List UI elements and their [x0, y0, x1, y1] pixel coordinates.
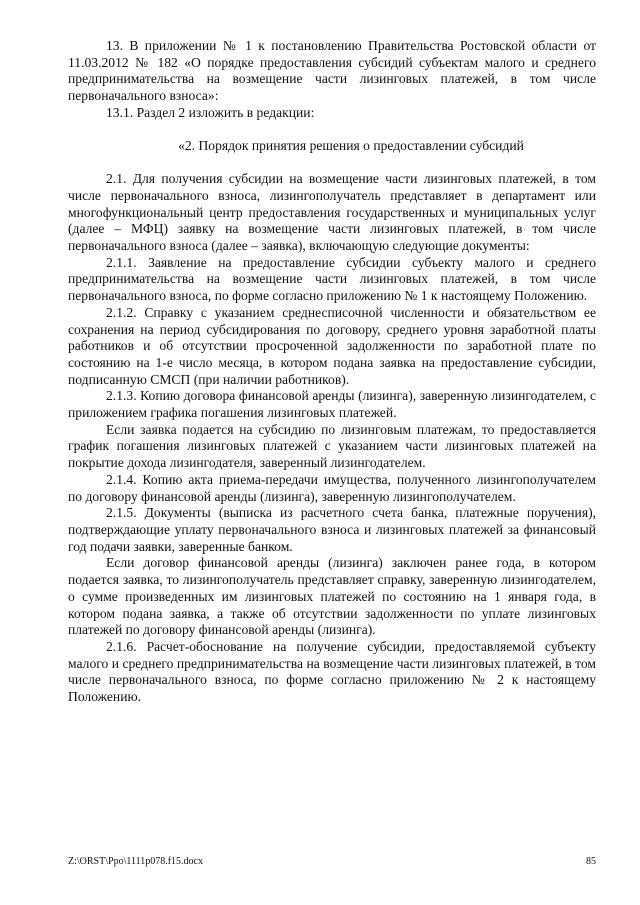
footer-file-path: Z:\ORST\Ppo\1111p078.f15.docx	[68, 856, 203, 867]
body-paragraph-2-1-4: 2.1.4. Копию акта приема-передачи имущества, полученного лизингополучателем по договору финансовой аренды (лизинга), заверенную лизингополучателем.	[68, 471, 596, 504]
body-paragraph-2-1-5: 2.1.5. Документы (выписка из расчетного счета банка, платежные поручения), подтверждающие уплату первоначального взноса и лизинговых платежей за финансовый год подачи заявки, заверенные банком.	[68, 505, 596, 554]
intro-paragraph-13: 13. В приложении № 1 к постановлению Правительства Ростовской области от 11.03.2012 № 182 «О порядке предоставления субсидий субъектам малого и среднего предпринимательства на возмещение части лизинговых платежей, в том числе первоначального взноса»:	[68, 38, 596, 104]
body-paragraph-2-1: 2.1. Для получения субсидии на возмещение части лизинговых платежей, в том числе первоначального взноса, лизингополучатель представляет в департамент или многофункциональный центр предоставления государственных и муниципальных услуг (далее – МФЦ) заявку на возмещение части лизинговых платежей, в том числе первоначального взноса (далее – заявка), включающую следующие документы:	[68, 171, 596, 254]
section-heading: «2. Порядок принятия решения о предоставлении субсидий	[178, 137, 524, 153]
footer-page-number: 85	[586, 856, 596, 867]
body-paragraph-2-1-2: 2.1.2. Справку с указанием среднесписочной численности и обязательством ее сохранения на период субсидирования по договору, среднего уровня заработной платы работников и об отсутствии просроченной задолженности по заработной плате по состоянию на 1-е число месяца, в котором подана заявка на предоставление субсидии, подписанную СМСП (при наличии работников).	[68, 304, 596, 387]
body-paragraph-2-1-1: 2.1.1. Заявление на предоставление субсидии субъекту малого и среднего предпринимательства на возмещение части лизинговых платежей, в том числе первоначального взноса, по форме согласно приложению № 1 к настоящему Положению.	[68, 254, 596, 304]
body-paragraph-2-1-3: 2.1.3. Копию договора финансовой аренды (лизинга), заверенную лизингодателем, с приложением графика погашения лизинговых платежей.	[68, 388, 596, 421]
intro-paragraph-13-1: 13.1. Раздел 2 изложить в редакции:	[106, 104, 315, 120]
body-paragraph-2-1-6: 2.1.6. Расчет-обоснование на получение субсидии, предоставляемой субъекту малого и среднего предпринимательства на возмещение части лизинговых платежей, в том числе первоначального взноса, по форме согласно приложению № 2 к настоящему Положению.	[68, 638, 596, 705]
document-page	[68, 38, 596, 706]
body-paragraph-2-1-3-note: Если заявка подается на субсидию по лизинговым платежам, то предоставляется график погашения лизинговых платежей с указанием части лизинговых платежей на покрытие дохода лизингодателя, заверенный лизингодателем.	[68, 421, 596, 471]
body-paragraph-2-1-5-note: Если договор финансовой аренды (лизинга) заключен ранее года, в котором подается заявка, то лизингополучатель представляет справку, заверенную лизингодателем, о сумме произведенных им лизинговых платежей по состоянию на 1 января года, в котором подана заявка, а также об отсутствии задолженности по уплате лизинговых платежей по договору финансовой аренды (лизинга).	[68, 555, 596, 638]
